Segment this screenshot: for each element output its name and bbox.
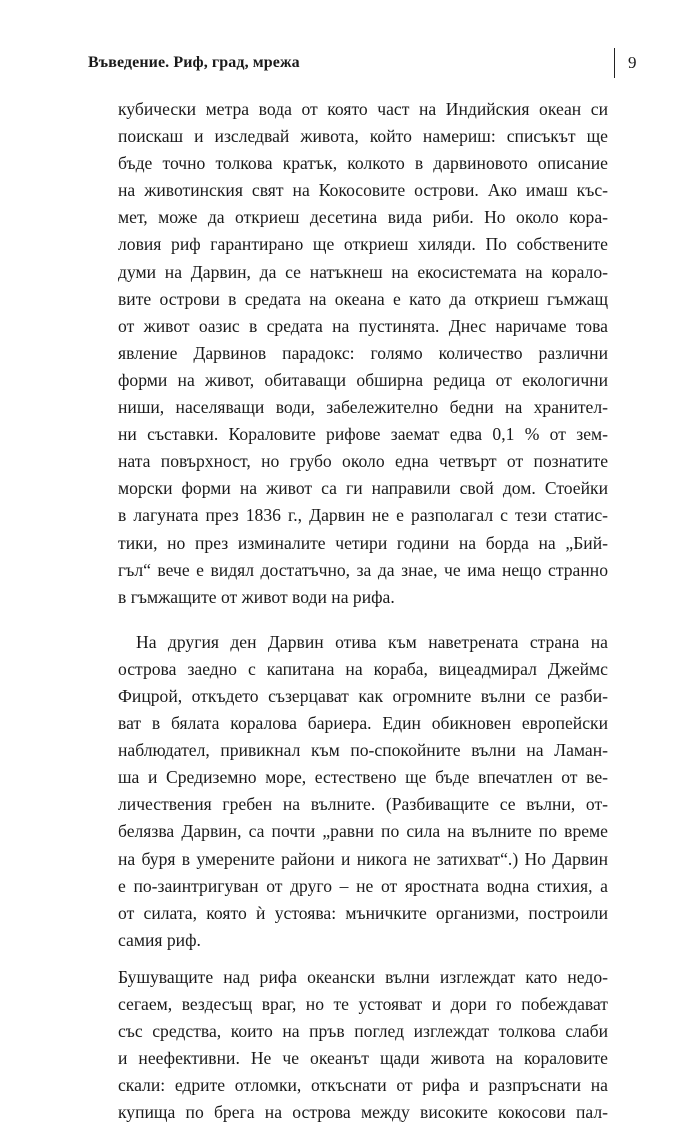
text-line: в лагуната през 1836 г., Дарвин не е разполагал с тези статис- xyxy=(118,505,608,526)
text-line: Бушуващите над рифа океански вълни изглеждат като недо- xyxy=(118,966,608,987)
body-text xyxy=(118,96,608,1126)
text-line: на буря в умерените райони и никога не затихват“.) Но Дарвин xyxy=(118,848,608,869)
text-line: скали: едрите отломки, откъснати от рифа и разпръснати на xyxy=(118,1075,608,1096)
running-title: Въведение. Риф, град, мрежа xyxy=(88,54,300,71)
text-line: явление Дарвинов парадокс: голямо количество различни xyxy=(118,342,608,363)
page-number: 9 xyxy=(628,53,637,72)
text-line: вите острови в средата на океана е като да откриеш гъмжащ xyxy=(118,288,608,309)
text-line: ни съставки. Кораловите рифове заемат едва 0,1 % от зем- xyxy=(118,424,608,445)
text-line: бъде точно толкова кратък, колкото в дарвиновото описание xyxy=(118,153,608,174)
text-line: от живот оазис в средата на пустинята. Днес наричаме това xyxy=(118,315,608,336)
text-line: ната повърхност, но грубо около една четвърт от познатите xyxy=(118,451,608,472)
text-line: наблюдател, привикнал към по-спокойните вълни на Ламан- xyxy=(118,740,608,761)
text-line: гъл“ вече е видял достатъчно, за да знае, че има нещо странно xyxy=(118,559,608,580)
text-line: сегаем, вездесъщ враг, но те устояват и дори го побеждават xyxy=(118,994,608,1014)
text-line: ниши, населяващи води, забележително бедни на хранител- xyxy=(118,397,608,418)
running-head xyxy=(88,50,648,80)
text-line: ша и Средиземно море, естествено ще бъде впечатлен от ве- xyxy=(118,767,608,788)
text-line: купища по брега на острова между високите кокосови пал- xyxy=(118,1102,608,1123)
paragraph-gap xyxy=(118,611,608,629)
text-line: морски форми на живот са ги направили свой дом. Стоейки xyxy=(118,478,608,499)
text-line: кубически метра вода от която част на Индийския океан си xyxy=(118,99,608,119)
text-line: със средства, които на пръв поглед изглеждат толкова слаби xyxy=(118,1021,608,1042)
paragraph-3 xyxy=(118,964,608,1126)
text-line: в гъмжащите от живот води на рифа. xyxy=(118,586,395,607)
text-line: ват в бялата коралова бариера. Един обикновен европейски xyxy=(118,713,608,734)
text-line: от силата, която ѝ устоява: мъничките организми, построили xyxy=(118,902,608,923)
text-line: тики, но през изминалите четири години на борда на „Бий- xyxy=(118,532,608,553)
text-line: личествения гребен на вълните. (Разбиващите се вълни, от- xyxy=(118,794,608,815)
paragraph-2 xyxy=(118,629,608,954)
text-line: и неефективни. Не че океанът щади живота на кораловите xyxy=(118,1048,608,1069)
text-line: ловия риф гарантирано ще откриеш хиляди. По собствените xyxy=(118,234,608,255)
text-line: форми на живот, обитаващи обширна редица от екологични xyxy=(118,369,608,390)
text-line: Фицрой, откъдето съзерцават как огромните вълни се разби- xyxy=(118,685,608,706)
text-line: самия риф. xyxy=(118,929,201,950)
paragraph-gap xyxy=(118,954,608,964)
header-divider xyxy=(614,48,615,78)
text-line: на животинския свят на Кокосовите острови. Ако имаш къс- xyxy=(118,180,608,201)
text-line: думи на Дарвин, да се натъкнеш на екосистемата на корало- xyxy=(118,261,608,282)
text-line: белязва Дарвин, са почти „равни по сила на вълните по време xyxy=(118,821,608,842)
paragraph-1 xyxy=(118,96,608,611)
text-line: е по-заинтригуван от друго – не от яростната водна стихия, а xyxy=(118,875,608,896)
text-line: острова заедно с капитана на кораба, вицеадмирал Джеймс xyxy=(118,658,608,679)
text-line: поискаш и изследвай живота, който намериш: списъкът ще xyxy=(118,126,608,147)
text-line: На другия ден Дарвин отива към наветрената страна на xyxy=(136,631,608,652)
text-line: мет, може да откриеш десетина вида риби. Но около кора- xyxy=(118,207,608,228)
